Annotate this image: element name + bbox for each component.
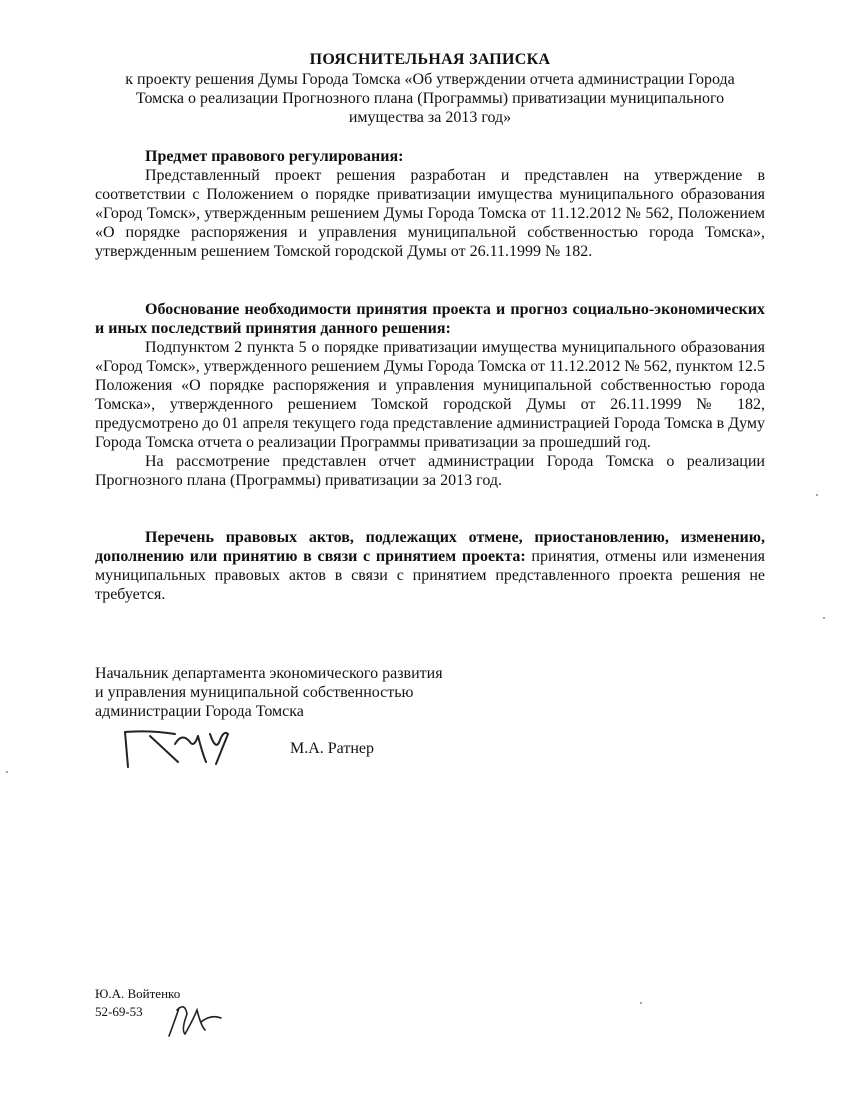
scan-speck: [640, 1002, 642, 1004]
scan-speck: [6, 771, 8, 773]
scan-speck: [816, 494, 818, 496]
subtitle-line: к проекту решения Думы Города Томска «Об утверждении отчета администрации Города: [125, 71, 735, 88]
scan-speck: [823, 617, 825, 619]
section-text: Представленный проект решения разработан и представлен на утверждение в соответствии с Положением о порядке приватизации имущества муниципального образования «Город Томск», утвержденным решением Думы Города Томска от 11.12.2012 № 562, Положением «О порядке распоряжения и управления муниципальной собственностью города Томска», утвержденным решением Томской городской Думы от 26.11.1999 № 182.: [95, 167, 765, 260]
document-subtitle: [95, 70, 765, 127]
section-text: принятия, отмены или изменения муниципальных правовых актов в связи с принятием представленного проекта решения не требуется.: [95, 548, 765, 603]
document-title: ПОЯСНИТЕЛЬНАЯ ЗАПИСКА: [309, 51, 551, 68]
section-heading: Предмет правового регулирования:: [145, 148, 404, 165]
executor-name: Ю.А. Войтенко: [95, 986, 181, 1001]
section-regulation-subject: [95, 147, 765, 261]
section-heading: Перечень правовых актов, подлежащих отмене, приостановлению, изменению, дополнению или принятию в связи с принятием проекта:: [95, 529, 765, 565]
position-line: и управления муниципальной собственностью: [95, 684, 414, 701]
section-paragraph: [95, 528, 765, 604]
subtitle-line: имущества за 2013 год»: [348, 109, 512, 126]
section-paragraph: На рассмотрение представлен отчет администрации Города Томска о реализации Прогнозного плана (Программы) приватизации за 2013 год.: [95, 453, 765, 489]
signatory-name: М.А. Ратнер: [290, 740, 375, 757]
subtitle-line: Томска о реализации Прогнозного плана (Программы) приватизации муниципального: [135, 90, 725, 107]
signatory-position: [95, 664, 515, 721]
handwritten-signature: [120, 722, 235, 772]
position-line: Начальник департамента экономического развития: [95, 665, 443, 682]
executor-initials-signature: [165, 1000, 227, 1040]
section-heading: Обоснование необходимости принятия проекта и прогноз социально-экономических и иных последствий принятия данного решения:: [95, 301, 765, 337]
section-legal-acts: [95, 528, 765, 604]
section-justification: [95, 300, 765, 490]
position-line: администрации Города Томска: [95, 703, 304, 720]
executor-phone: 52-69-53: [95, 1004, 143, 1019]
section-paragraph: Подпунктом 2 пункта 5 о порядке приватизации имущества муниципального образования «Город Томск», утвержденного решением Думы Города Томска от 11.12.2012 № 562, пунктом 12.5 Положения «О порядке распоряжения и управления муниципальной собственностью города Томска», утвержденного решением Томской городской Думы от 26.11.1999 № 182, предусмотрено до 01 апреля текущего года представление администрацией Города Томска в Думу Города Томска отчета о реализации Программы приватизации за прошедший год.: [95, 339, 765, 451]
